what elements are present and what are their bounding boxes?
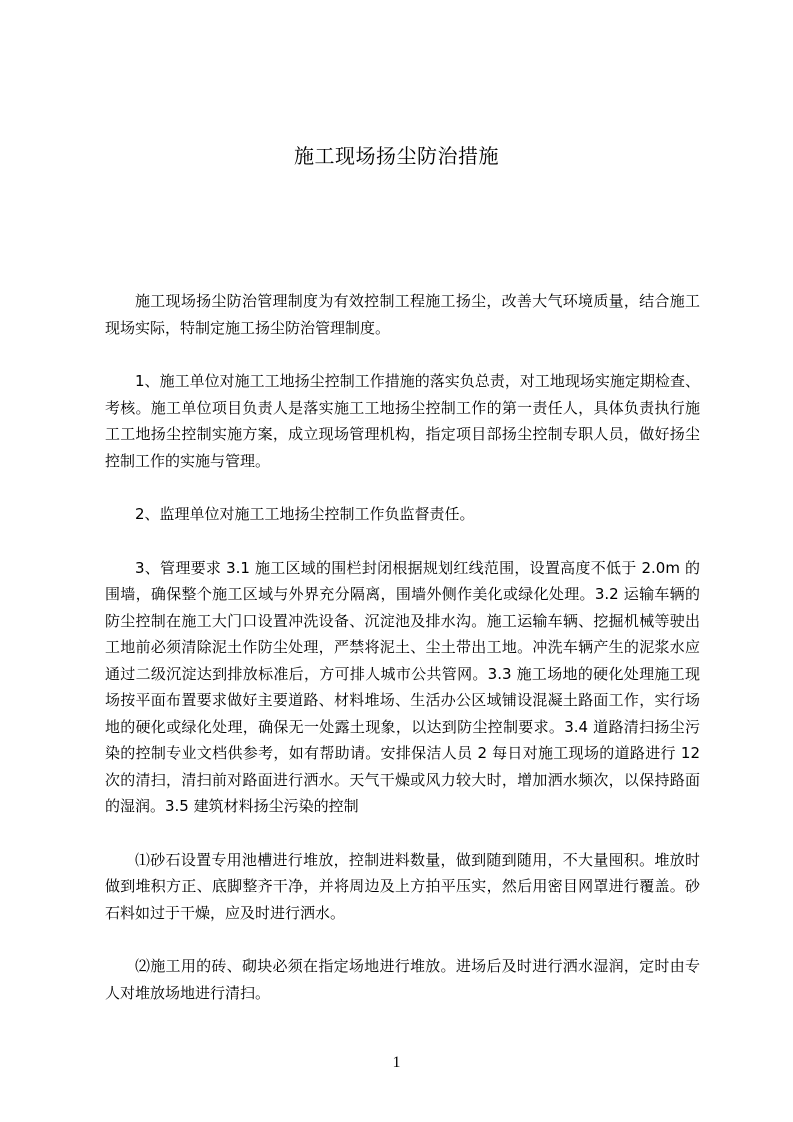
paragraph: 1、施工单位对施工工地扬尘控制工作措施的落实负总责，对工地现场实施定期检查、考核。施工单位项目负责人是落实施工工地扬尘控制工作的第一责任人，具体负责执行施工工地扬尘控制实施方案，成立现场管理机构，指定项目部扬尘控制专职人员，做好扬尘控制工作的实施与管理。: [105, 372, 700, 470]
paragraph: ⑴砂石设置专用池槽进行堆放，控制进料数量，做到随到随用，不大量囤积。堆放时做到堆积方正、底脚整齐干净，并将周边及上方拍平压实，然后用密目网罩进行覆盖。砂石料如过于干燥，应及时进行洒水。: [105, 850, 700, 922]
paragraph: ⑵施工用的砖、砌块必须在指定场地进行堆放。进场后及时进行洒水湿润，定时由专人对堆放场地进行清扫。: [105, 957, 700, 1002]
document-title: 施工现场扬尘防治措施: [294, 144, 499, 168]
paragraph: 2、监理单位对施工工地扬尘控制工作负监督责任。: [135, 505, 475, 523]
document-body: [105, 288, 700, 1033]
paragraph: 3、管理要求 3.1 施工区域的围栏封闭根据规划红线范围，设置高度不低于 2.0m 的围墙，确保整个施工区域与外界充分隔离，围墙外侧作美化或绿化处理。3.2 运输车辆的防尘控制在施工大门口设置冲洗设备、沉淀池及排水沟。施工运输车辆、挖掘机械等驶出工地前必须清除泥土作防尘处理，严禁将泥土、尘土带出工地。冲洗车辆产生的泥浆水应通过二级沉淀达到排放标准后，方可排人城市公共管网。3.3 施工场地的硬化处理施工现场按平面布置要求做好主要道路、材料堆场、生活办公区域铺设混凝土路面工作，实行场地的硬化或绿化处理，确保无一处露土现象，以达到防尘控制要求。3.4 道路清扫扬尘污染的控制专业文档供参考，如有帮助请。安排保洁人员 2 每日对施工现场的道路进行 12 次的清扫，清扫前对路面进行洒水。天气干燥或风力较大时，增加洒水频次，以保持路面的湿润。3.5 建筑材料扬尘污染的控制: [105, 558, 700, 815]
paragraph: 施工现场扬尘防治管理制度为有效控制工程施工扬尘，改善大气环境质量，结合施工现场实际，特制定施工扬尘防治管理制度。: [105, 292, 700, 337]
page-number: 1: [392, 1054, 401, 1071]
